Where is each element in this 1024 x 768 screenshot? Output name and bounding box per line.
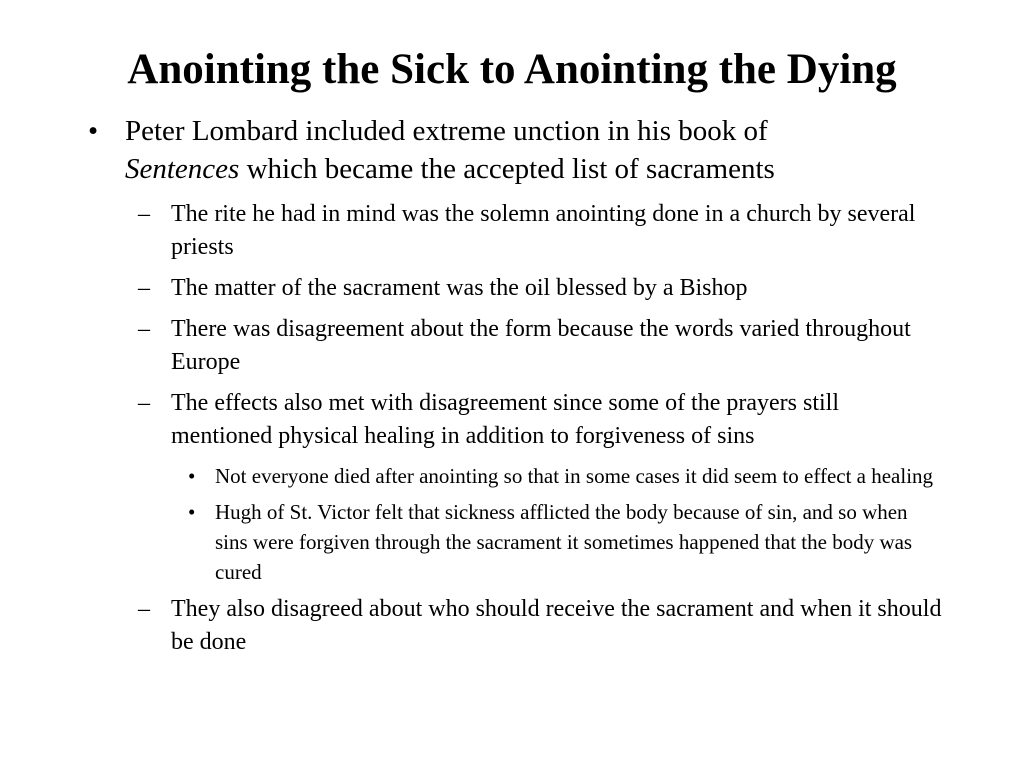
bullet-level2 — [0, 198, 1024, 264]
bullet-text: The effects also met with disagreement since some of the prayers still mentioned physical healing in addition to forgiveness of sins — [171, 390, 840, 449]
bullet-text: The rite he had in mind was the solemn anointing done in a church by several priests — [171, 201, 916, 260]
bullet-marker: • — [188, 500, 196, 524]
bullet-level3 — [0, 497, 1024, 587]
dash-marker: – — [138, 275, 150, 301]
bullet-text: There was disagreement about the form because the words varied throughout Europe — [171, 316, 911, 375]
dash-marker: – — [138, 201, 150, 227]
dash-marker: – — [138, 390, 150, 416]
bullet-text-italic: Sentences — [125, 153, 240, 185]
bullet-level1 — [0, 112, 1024, 188]
slide-title: Anointing the Sick to Anointing the Dying — [127, 46, 897, 93]
bullet-level2 — [0, 313, 1024, 379]
dash-marker: – — [138, 316, 150, 342]
bullet-text: Not everyone died after anointing so that in some cases it did seem to effect a healing — [215, 464, 934, 488]
bullet-marker: • — [88, 115, 99, 147]
bullet-text: The matter of the sacrament was the oil blessed by a Bishop — [171, 275, 748, 301]
slide-body — [0, 112, 1024, 667]
bullet-level2 — [0, 387, 1024, 453]
bullet-text-continued: which became the accepted list of sacraments — [239, 153, 775, 185]
bullet-text: Peter Lombard included extreme unction in his book of — [125, 115, 768, 147]
bullet-level3 — [0, 461, 1024, 491]
bullet-text: Hugh of St. Victor felt that sickness afflicted the body because of sin, and so when sins were forgiven through the sacrament it sometimes happened that the body was cured — [215, 500, 913, 584]
bullet-marker: • — [188, 464, 196, 488]
dash-marker: – — [138, 596, 150, 622]
bullet-text: They also disagreed about who should receive the sacrament and when it should be done — [171, 596, 942, 655]
bullet-level2 — [0, 272, 1024, 305]
bullet-level2 — [0, 593, 1024, 659]
